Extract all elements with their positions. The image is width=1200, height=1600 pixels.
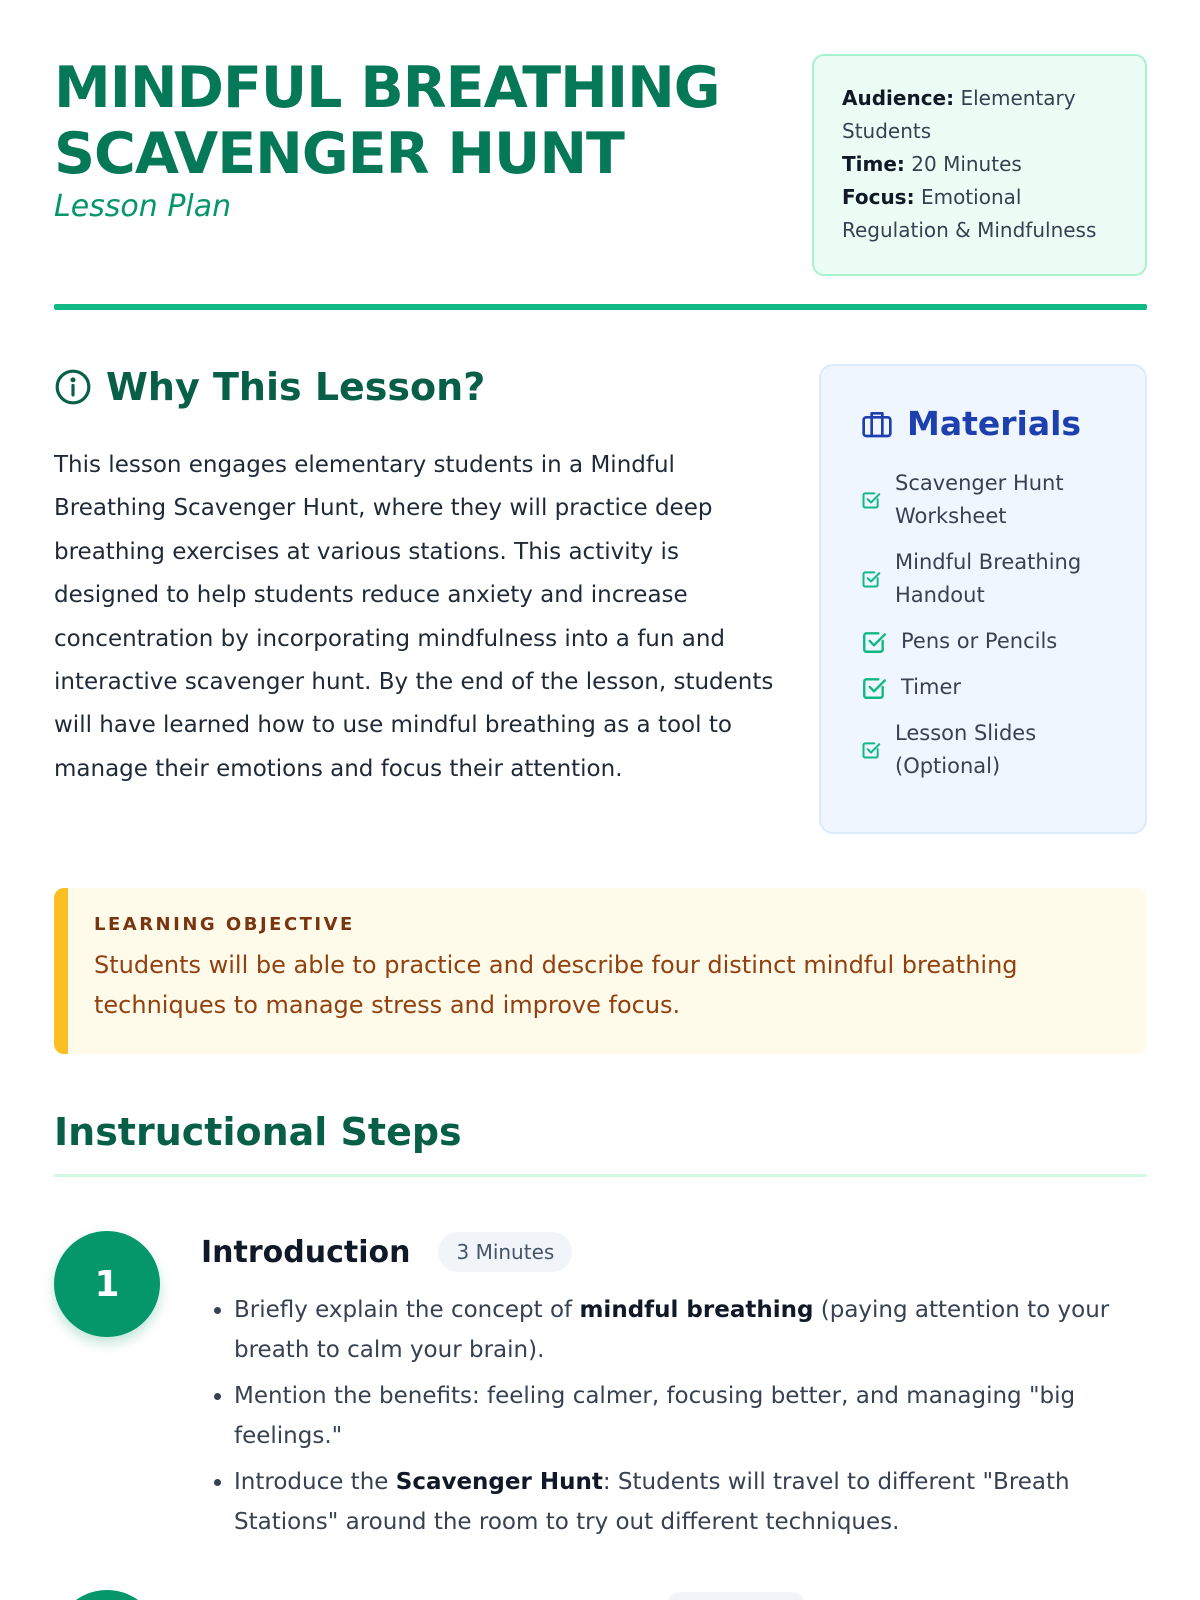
bullet-text: Introduce the: [234, 1469, 396, 1495]
title-line-1: MINDFUL BREATHING: [54, 55, 720, 121]
learning-objective-callout: [54, 888, 1147, 1054]
info-circle-icon: [54, 368, 92, 406]
why-title: Why This Lesson?: [106, 365, 486, 409]
checkbox-checked-icon: [861, 569, 881, 589]
focus-row: [842, 181, 1119, 247]
bullet-text: (paying attention to your breath to calm your brain).: [234, 1297, 1110, 1363]
step-duration-badge: 3 Minutes: [438, 1232, 572, 1272]
page-subtitle: Lesson Plan: [54, 189, 232, 224]
objective-text: Students will be able to practice and describe four distinct mindful breathing techniques to manage stress and improve focus.: [94, 951, 1018, 1019]
materials-list: [861, 467, 1121, 783]
bullet-text: Mention the benefits: feeling calmer, focusing better, and managing "big feelings.": [234, 1383, 1076, 1449]
page-title: [54, 55, 794, 187]
bullet-bold-text: mindful breathing: [579, 1297, 814, 1323]
focus-value: Emotional Regulation & Mindfulness: [842, 185, 1097, 242]
steps-divider: [54, 1174, 1147, 1177]
checkbox-checked-icon: [861, 629, 887, 655]
material-label: Lesson Slides (Optional): [895, 721, 1037, 778]
step-bullets: [234, 1290, 1147, 1548]
audience-value: Elementary Students: [842, 86, 1076, 143]
step-bullet: [234, 1376, 1147, 1456]
material-label: Pens or Pencils: [901, 629, 1058, 653]
checkbox-checked-icon: [861, 740, 881, 760]
material-item: [861, 717, 1121, 783]
checkbox-checked-icon: [861, 490, 881, 510]
checkbox-checked-icon: [861, 675, 887, 701]
lesson-plan-page: [54, 0, 1147, 1600]
materials-title: Materials: [907, 404, 1082, 443]
step-title: Introduction: [201, 1234, 411, 1270]
step-bullet: [234, 1462, 1147, 1542]
title-block: [54, 55, 794, 224]
material-item: [861, 625, 1121, 658]
materials-heading: [861, 404, 1121, 443]
lesson-info-box: [812, 54, 1147, 276]
time-row: [842, 148, 1119, 181]
next-step-badge: [54, 1590, 160, 1600]
material-item: [861, 546, 1121, 612]
why-heading: [54, 365, 485, 409]
objective-label: LEARNING OBJECTIVE: [94, 914, 355, 935]
material-label: Mindful Breathing Handout: [895, 550, 1082, 607]
steps-title: Instructional Steps: [54, 1110, 462, 1154]
material-label: Timer: [901, 675, 962, 699]
step-bullet: [234, 1290, 1147, 1370]
header-divider: [54, 304, 1147, 310]
material-item: [861, 467, 1121, 533]
focus-label: Focus:: [842, 185, 915, 209]
step-number-badge: 1: [54, 1231, 160, 1337]
title-line-2: SCAVENGER HUNT: [54, 121, 624, 187]
time-label: Time:: [842, 152, 905, 176]
material-item: [861, 671, 1121, 704]
briefcase-icon: [861, 408, 893, 440]
audience-label: Audience:: [842, 86, 955, 110]
time-value: 20 Minutes: [911, 152, 1022, 176]
audience-row: [842, 82, 1119, 148]
bullet-text: Briefly explain the concept of: [234, 1297, 580, 1323]
step-heading: [201, 1232, 572, 1272]
bullet-text: : Students will travel to different "Breath Stations" around the room to try out different techniques.: [234, 1469, 1070, 1535]
bullet-bold-text: Scavenger Hunt: [395, 1469, 603, 1495]
materials-card: [819, 364, 1147, 834]
next-step-duration-badge: [666, 1592, 806, 1600]
material-label: Scavenger Hunt Worksheet: [895, 471, 1064, 528]
why-paragraph: This lesson engages elementary students in a Mindful Breathing Scavenger Hunt, where they will practice deep breathing exercises at various stations. This activity is designed to help students reduce anxiety and increase concentration by incorporating mindfulness into a fun and interactive scavenger hunt. By the end of the lesson, students will have learned how to use mindful breathing as a tool to manage their emotions and focus their attention.: [54, 452, 774, 782]
